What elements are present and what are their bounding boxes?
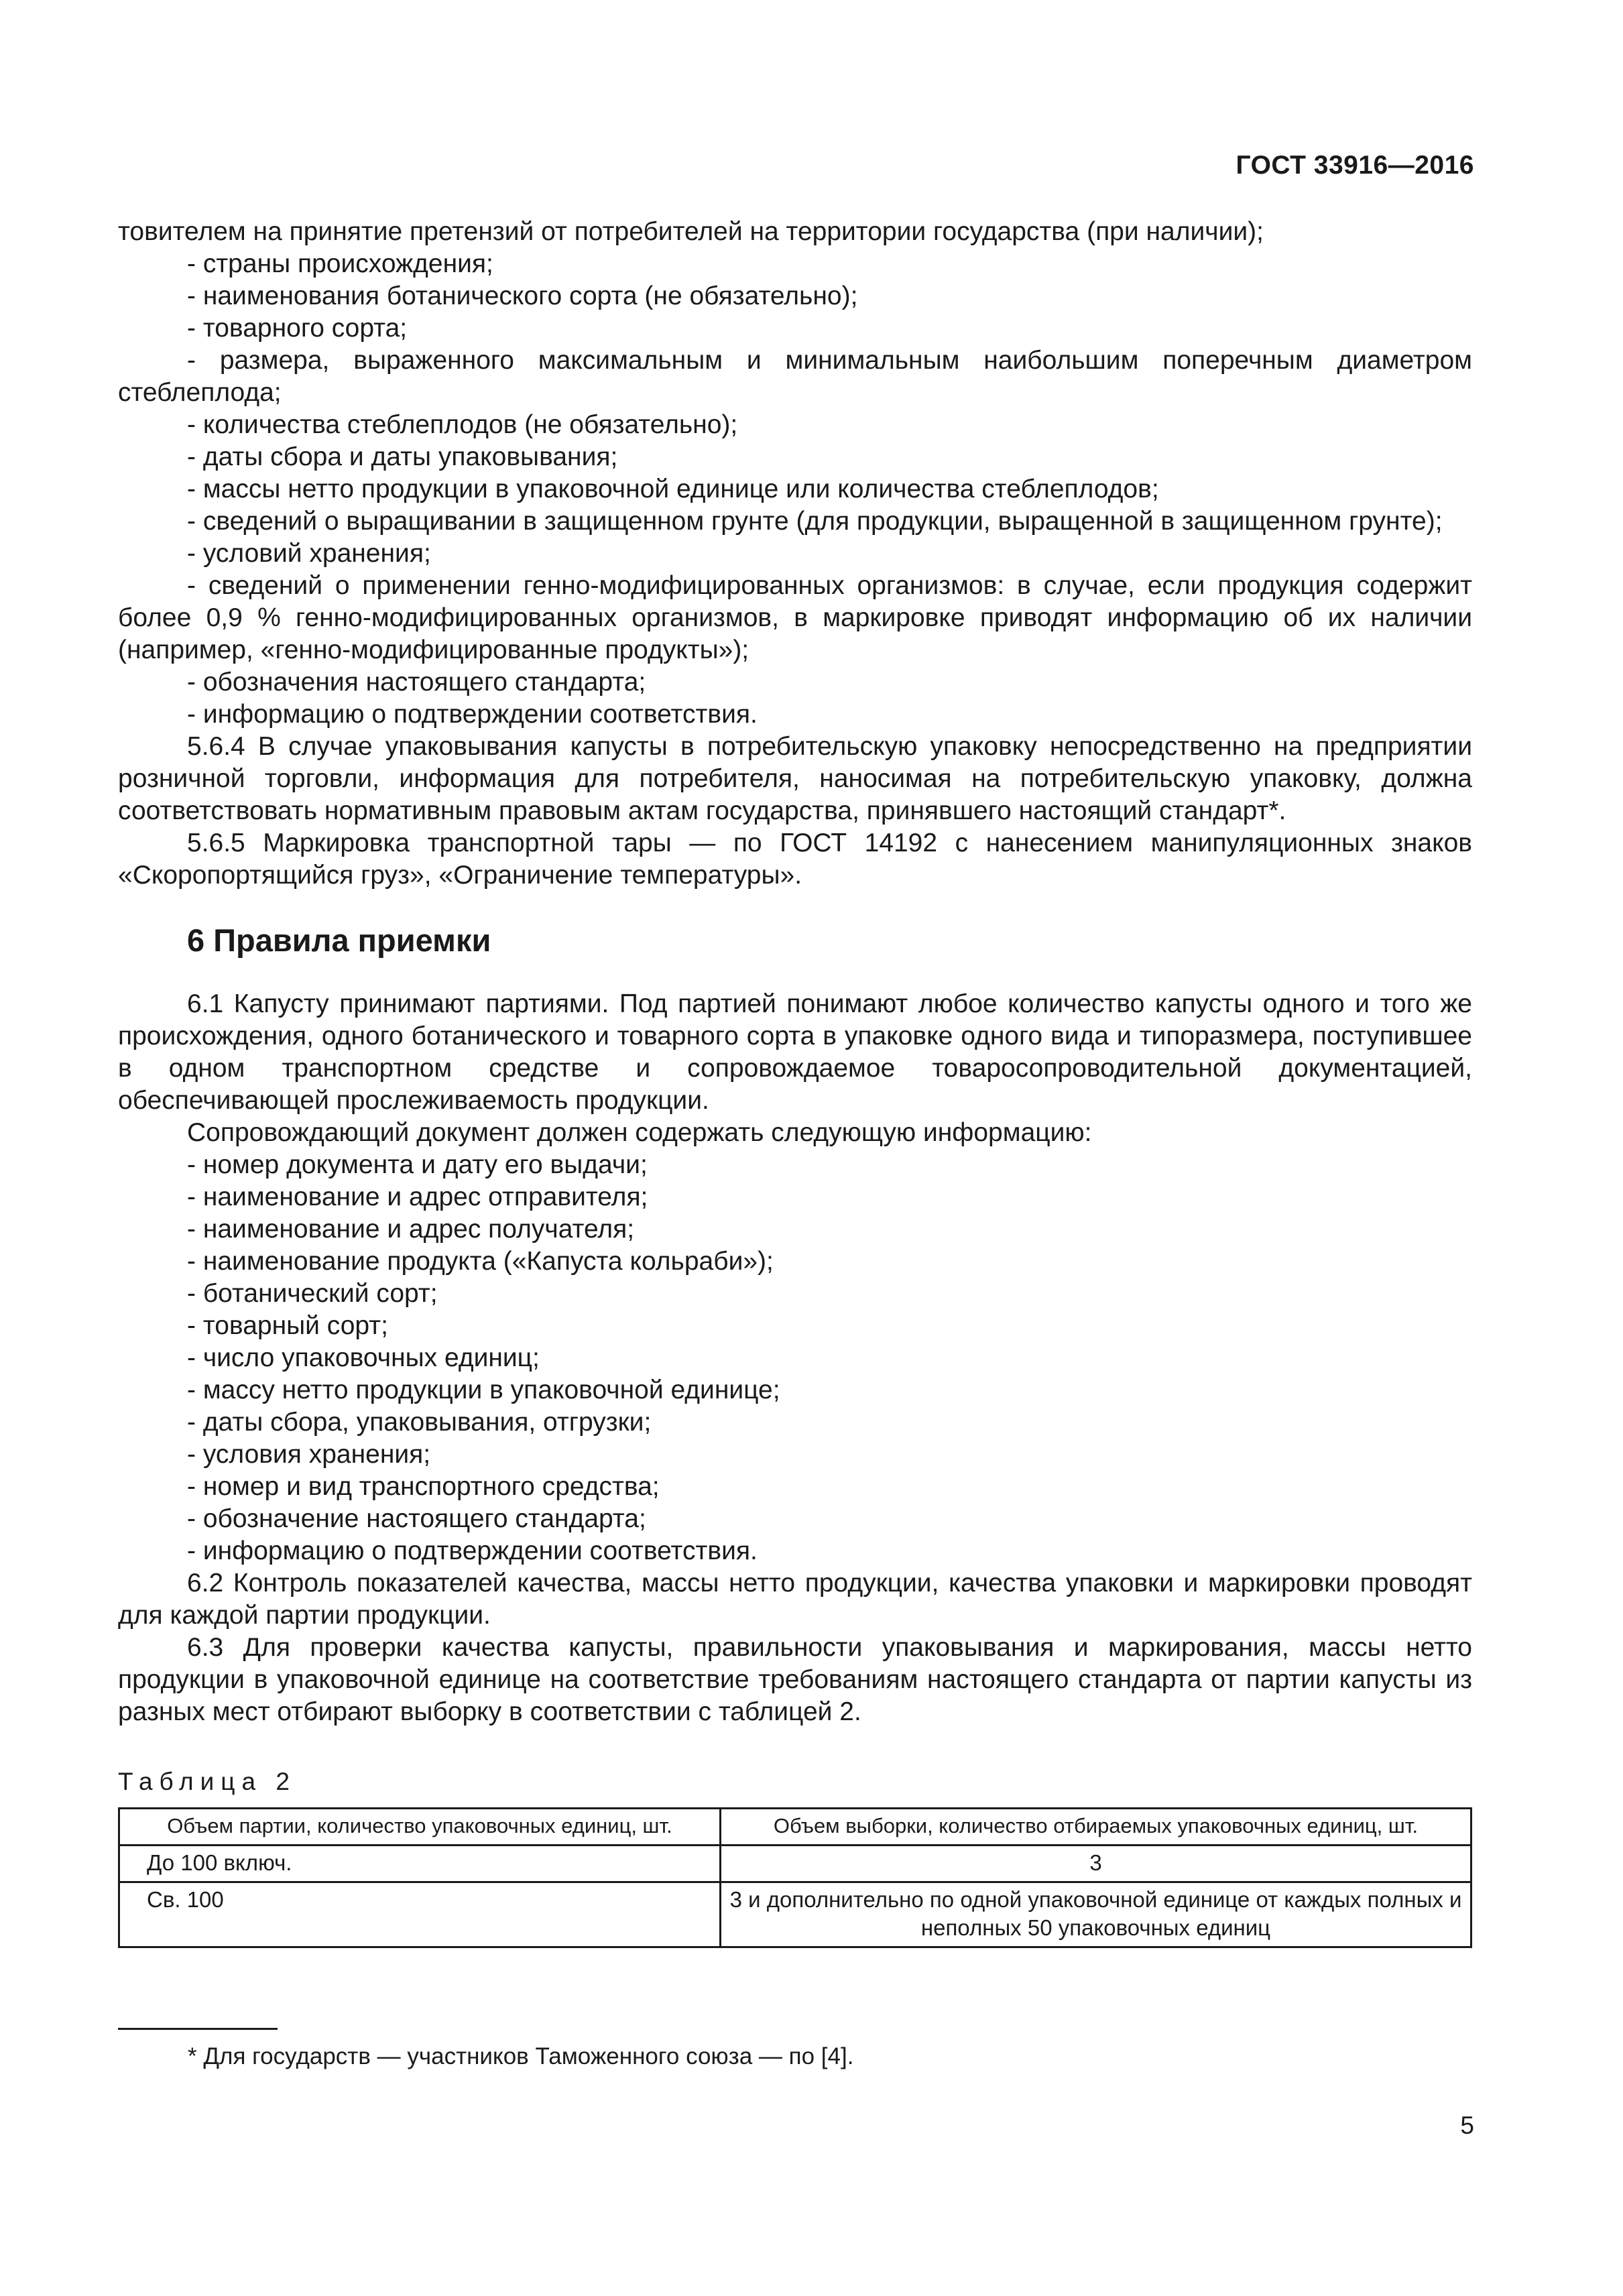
list-item: - наименование продукта («Капуста кольраби»); [187,1247,774,1276]
list-item: - товарный сорт; [187,1311,388,1340]
clause-6-3: 6.3 Для проверки качества капусты, правильности упаковывания и маркирования, массы нетто продукции в упаковочной единице на соответствие требованиям настоящего стандарта от партии капусты из разных мест отбирают выборку в соответствии с таблицей 2. [118,1633,1472,1726]
list-item: - массу нетто продукции в упаковочной единице; [187,1376,780,1404]
list-item: - сведений о применении генно-модифицированных организмов: в случае, если продукция содержит более 0,9 % генно-модифицированных организмов, в маркировке приводят информацию об их наличии (например, «генно-модифицированные продукты»); [118,571,1472,664]
list-item: - размера, выраженного максимальным и минимальным наибольшим поперечным диаметром стеблеплода; [118,346,1472,407]
page-number: 5 [1460,2112,1474,2139]
table-cell: 3 и дополнительно по одной упаковочной единице от каждых полных и неполных 50 упаковочных единиц [721,1882,1471,1947]
list-item: - условий хранения; [187,539,431,568]
document-header: ГОСТ 33916—2016 [1236,151,1474,180]
sampling-table [118,1807,1472,1948]
list-item: - даты сбора, упаковывания, отгрузки; [187,1408,652,1437]
table-row [119,1882,1471,1947]
section-title: 6 Правила приемки [187,922,491,958]
list-item: - обозначение настоящего стандарта; [187,1504,646,1533]
table-header-row [119,1809,1471,1846]
table-row [119,1846,1471,1882]
table-cell: До 100 включ. [119,1846,721,1882]
clause-5-6-5: 5.6.5 Маркировка транспортной тары — по ГОСТ 14192 с нанесением манипуляционных знаков «Скоропортящийся груз», «Ограничение температуры». [118,829,1472,890]
list-item: - количества стеблеплодов (не обязательно); [187,410,738,439]
list-item: - номер документа и дату его выдачи; [187,1150,648,1179]
continuation-text: товителем на принятие претензий от потребителей на территории государства (при наличии); [118,217,1264,246]
list-item: - информацию о подтверждении соответствия. [187,1536,758,1565]
clause-6-2: 6.2 Контроль показателей качества, массы нетто продукции, качества упаковки и маркировки проводят для каждой партии продукции. [118,1569,1472,1630]
clause-6-1: 6.1 Капусту принимают партиями. Под партией понимают любое количество капусты одного и того же происхождения, одного ботанического и товарного сорта в упаковке одного вида и типоразмера, поступившее в одном транспортном средстве и сопровождаемое товаросопроводительной документацией, обеспечивающей прослеживаемость продукции. [118,989,1472,1115]
list-item: - наименование и адрес получателя; [187,1215,635,1244]
footnote-separator [118,2028,278,2030]
list-item: - сведений о выращивании в защищенном грунте (для продукции, выращенной в защищенном грунте); [187,507,1443,536]
page-body [118,216,1472,1948]
table-header-cell: Объем партии, количество упаковочных единиц, шт. [119,1809,721,1846]
table-header-cell: Объем выборки, количество отбираемых упаковочных единиц, шт. [721,1809,1471,1846]
list-item: - номер и вид транспортного средства; [187,1472,660,1501]
list-item: - массы нетто продукции в упаковочной единице или количества стеблеплодов; [187,475,1159,503]
clause-5-6-4: 5.6.4 В случае упаковывания капусты в потребительскую упаковку непосредственно на предприятии розничной торговли, информация для потребителя, наносимая на потребительскую упаковку, должна соответствовать нормативным правовым актам государства, принявшего настоящий стандарт*. [118,732,1472,825]
list-item: - товарного сорта; [187,314,408,343]
list-item: - условия хранения; [187,1440,431,1469]
list-item: - ботанический сорт; [187,1279,438,1308]
list-item: - число упаковочных единиц; [187,1343,540,1372]
list-item: - информацию о подтверждении соответствия. [187,700,758,729]
list-item: - даты сбора и даты упаковывания; [187,442,618,471]
table-cell: 3 [721,1846,1471,1882]
list-item: - наименования ботанического сорта (не обязательно); [187,282,858,310]
footnote: * Для государств — участников Таможенного союза — по [4]. [188,2043,854,2069]
list-item: - наименование и адрес отправителя; [187,1183,648,1211]
list-item: - обозначения настоящего стандарта; [187,668,646,697]
table-cell: Св. 100 [119,1882,721,1947]
table-caption: Таблица 2 [118,1768,296,1795]
list-item: - страны происхождения; [187,249,493,278]
doc-intro: Сопровождающий документ должен содержать следующую информацию: [187,1118,1092,1147]
